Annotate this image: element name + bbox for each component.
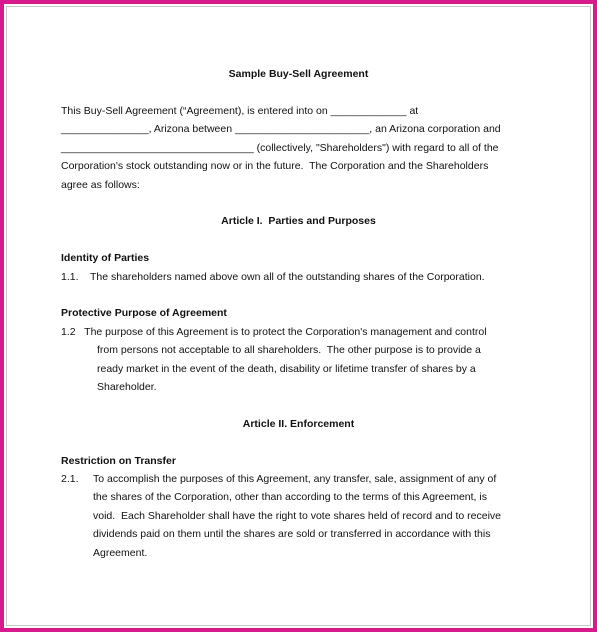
intro-line: _________________________________ (collectively, "Shareholders") with regard to all of the — [61, 142, 499, 154]
document-title: Sample Buy-Sell Agreement — [228, 68, 369, 80]
article-2-heading: Article II. Enforcement — [242, 418, 355, 430]
clause-1-1: 1.1. The shareholders named above own all of the outstanding shares of the Corporation. — [61, 271, 485, 283]
intro-line: agree as follows: — [61, 179, 140, 191]
intro-line: _______________, Arizona between _______________________, an Arizona corporation and — [61, 123, 501, 135]
intro-line: Corporation's stock outstanding now or in the future. The Corporation and the Shareholders — [61, 160, 489, 172]
section-heading-restriction-on-transfer: Restriction on Transfer — [61, 455, 176, 467]
clause-2-1-number: 2.1. — [61, 473, 79, 485]
clause-1-2-line: from persons not acceptable to all shareholders. The other purpose is to provide a — [97, 344, 481, 356]
clause-2-1-line: Agreement. — [93, 547, 148, 559]
clause-1-2-line: 1.2 The purpose of this Agreement is to protect the Corporation's management and control — [61, 326, 487, 338]
clause-2-1-line: dividends paid on them until the shares are sold or transferred in accordance with this — [93, 528, 491, 540]
intro-line: This Buy-Sell Agreement (“Agreement), is entered into on _____________ at — [61, 105, 419, 117]
clause-2-1-line: void. Each Shareholder shall have the right to vote shares held of record and to receive — [93, 510, 501, 522]
section-heading-identity-of-parties: Identity of Parties — [61, 252, 150, 264]
clause-2-1-line: the shares of the Corporation, other than according to the terms of this Agreement, is — [93, 491, 487, 503]
clause-1-2-line: ready market in the event of the death, disability or lifetime transfer of shares by a — [97, 363, 476, 375]
clause-2-1-line: To accomplish the purposes of this Agreement, any transfer, sale, assignment of any of — [93, 473, 497, 485]
clause-1-2-line: Shareholder. — [97, 381, 157, 393]
article-1-heading: Article I. Parties and Purposes — [221, 215, 376, 227]
section-heading-protective-purpose: Protective Purpose of Agreement — [61, 307, 227, 319]
